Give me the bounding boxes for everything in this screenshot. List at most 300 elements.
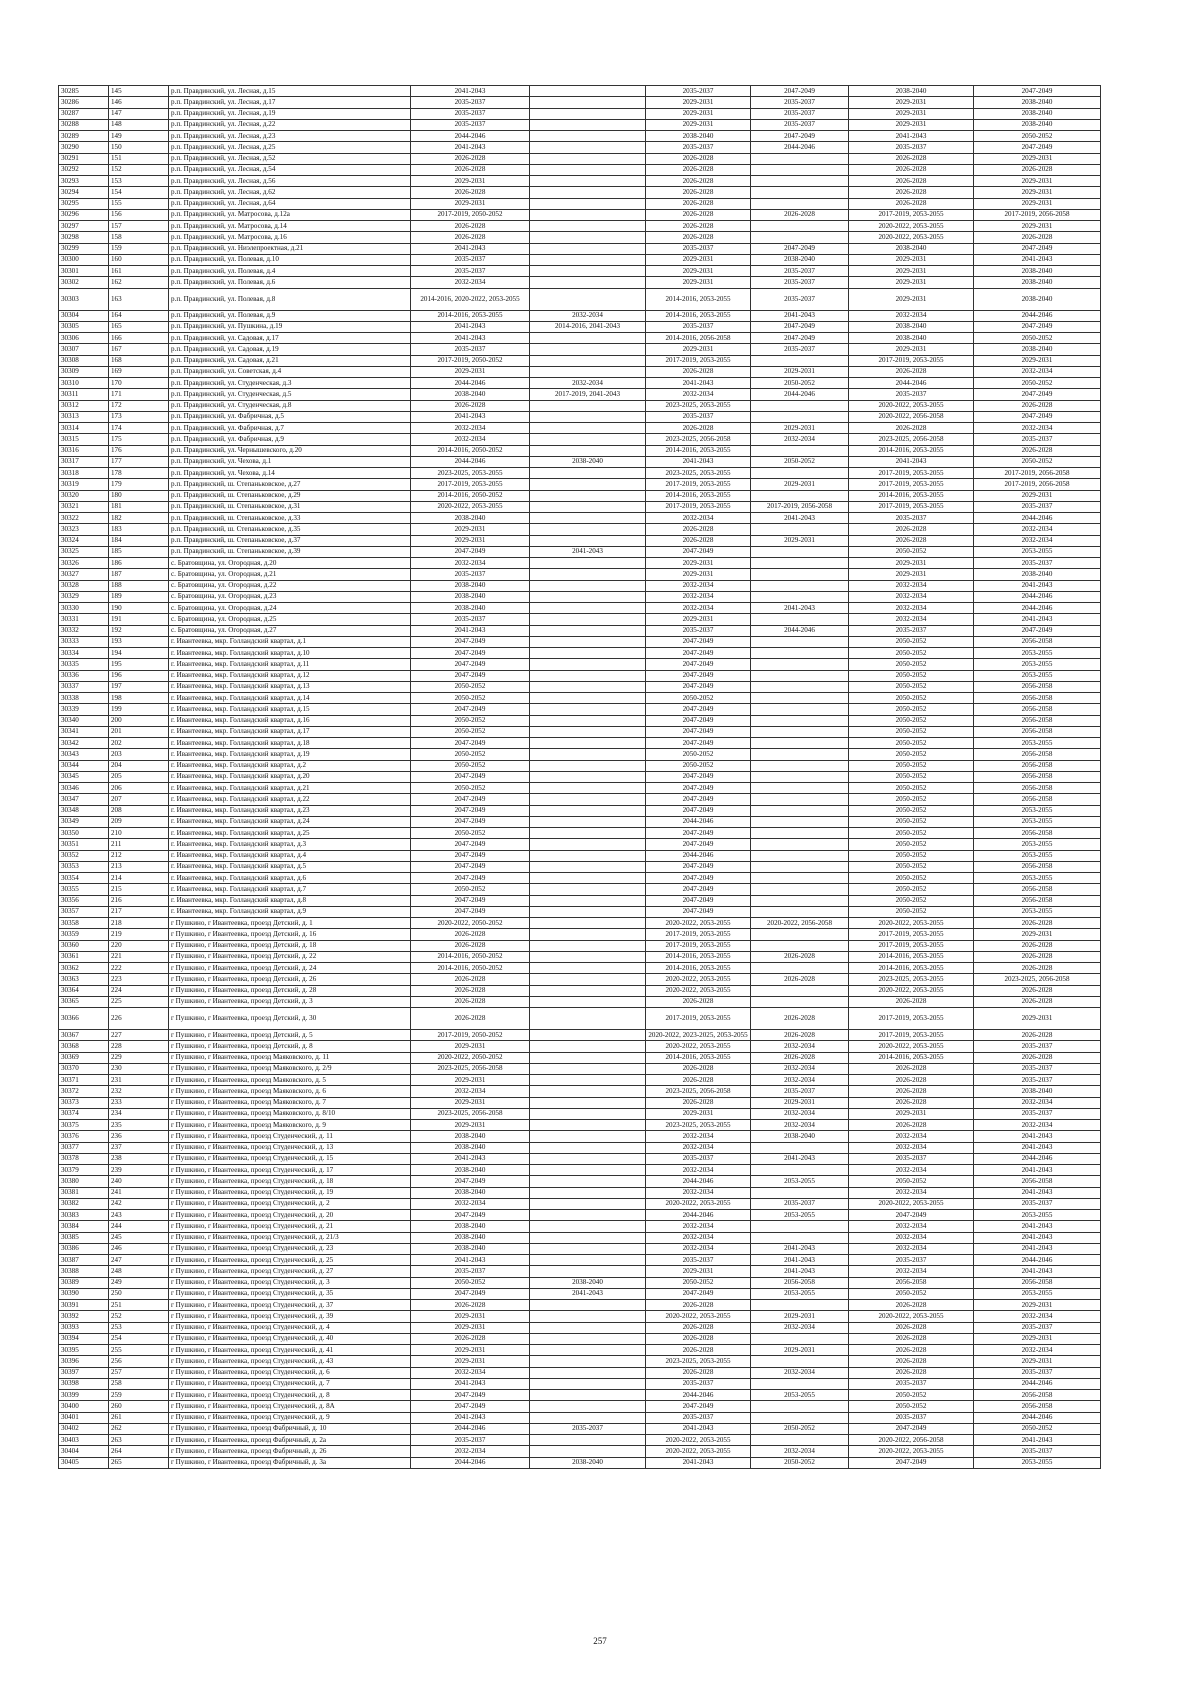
period-col4-cell: 2038-2040 xyxy=(411,513,530,524)
row-number-cell: 154 xyxy=(109,187,169,198)
period-col9-cell: 2038-2040 xyxy=(974,97,1101,108)
period-col5-cell xyxy=(530,771,646,782)
row-id-cell: 30392 xyxy=(59,1311,109,1322)
row-id-cell: 30293 xyxy=(59,176,109,187)
period-col4-cell: 2020-2022, 2053-2055 xyxy=(411,501,530,512)
period-col7-cell: 2029-2031 xyxy=(751,535,849,546)
period-col7-cell xyxy=(751,1300,849,1311)
address-cell: г. Ивантеевка, мкр. Голландский квартал, д.25 xyxy=(169,828,411,839)
period-col9-cell: 2026-2028 xyxy=(974,400,1101,411)
row-id-cell: 30325 xyxy=(59,546,109,557)
period-col4-cell: 2038-2040 xyxy=(411,1142,530,1153)
row-id-cell: 30338 xyxy=(59,693,109,704)
period-col9-cell: 2038-2040 xyxy=(974,119,1101,130)
period-col4-cell: 2026-2028 xyxy=(411,1333,530,1344)
period-col9-cell: 2038-2040 xyxy=(974,344,1101,355)
period-col5-cell xyxy=(530,614,646,625)
period-col8-cell: 2050-2052 xyxy=(849,681,974,692)
period-col9-cell: 2032-2034 xyxy=(974,423,1101,434)
period-col7-cell xyxy=(751,232,849,243)
period-col7-cell xyxy=(751,355,849,366)
period-col7-cell xyxy=(751,558,849,569)
row-number-cell: 263 xyxy=(109,1435,169,1446)
period-col9-cell: 2041-2043 xyxy=(974,1435,1101,1446)
period-col9-cell: 2035-2037 xyxy=(974,1041,1101,1052)
period-col7-cell: 2044-2046 xyxy=(751,389,849,400)
address-cell: г Пушкино, г Ивантеевка, проезд Детский, д. 28 xyxy=(169,985,411,996)
period-col9-cell: 2032-2034 xyxy=(974,1311,1101,1322)
period-col4-cell: 2026-2028 xyxy=(411,940,530,951)
period-col6-cell: 2020-2022, 2053-2055 xyxy=(646,1435,751,1446)
row-id-cell: 30404 xyxy=(59,1446,109,1457)
period-col5-cell xyxy=(530,119,646,130)
period-col7-cell xyxy=(751,884,849,895)
period-col9-cell: 2041-2043 xyxy=(974,580,1101,591)
row-id-cell: 30307 xyxy=(59,344,109,355)
address-cell: г. Ивантеевка, мкр. Голландский квартал, д.24 xyxy=(169,816,411,827)
period-col6-cell: 2041-2043 xyxy=(646,456,751,467)
period-col8-cell: 2050-2052 xyxy=(849,850,974,861)
period-col4-cell: 2047-2049 xyxy=(411,816,530,827)
address-cell: г. Ивантеевка, мкр. Голландский квартал, д.16 xyxy=(169,715,411,726)
row-id-cell: 30369 xyxy=(59,1052,109,1063)
period-col4-cell: 2044-2046 xyxy=(411,378,530,389)
row-number-cell: 256 xyxy=(109,1356,169,1367)
period-col6-cell: 2032-2034 xyxy=(646,1131,751,1142)
period-col5-cell xyxy=(530,850,646,861)
address-cell: р.п. Правдинский, ш. Степаньковское, д.29 xyxy=(169,490,411,501)
table-row xyxy=(59,1097,1101,1108)
period-col6-cell: 2029-2031 xyxy=(646,277,751,288)
period-col8-cell: 2044-2046 xyxy=(849,378,974,389)
address-cell: г Пушкино, г Ивантеевка, проезд Маяковского, д. 9 xyxy=(169,1120,411,1131)
period-col4-cell: 2035-2037 xyxy=(411,614,530,625)
row-id-cell: 30301 xyxy=(59,266,109,277)
row-id-cell: 30375 xyxy=(59,1120,109,1131)
period-col8-cell: 2050-2052 xyxy=(849,726,974,737)
period-col7-cell: 2041-2043 xyxy=(751,603,849,614)
period-col6-cell: 2017-2019, 2053-2055 xyxy=(646,501,751,512)
period-col7-cell xyxy=(751,828,849,839)
period-col5-cell xyxy=(530,288,646,310)
period-col8-cell: 2014-2016, 2053-2055 xyxy=(849,445,974,456)
table-row xyxy=(59,1412,1101,1423)
period-col7-cell xyxy=(751,1187,849,1198)
address-cell: г Пушкино, г Ивантеевка, проезд Студенческий, д. 11 xyxy=(169,1131,411,1142)
table-row xyxy=(59,884,1101,895)
period-col9-cell: 2056-2058 xyxy=(974,794,1101,805)
period-col7-cell xyxy=(751,445,849,456)
period-col5-cell xyxy=(530,591,646,602)
row-number-cell: 248 xyxy=(109,1266,169,1277)
table-row xyxy=(59,1108,1101,1119)
period-col8-cell: 2026-2028 xyxy=(849,198,974,209)
period-col7-cell xyxy=(751,693,849,704)
address-cell: с. Братовщина, ул. Огородная, д.22 xyxy=(169,580,411,591)
period-col5-cell xyxy=(530,1401,646,1412)
row-number-cell: 214 xyxy=(109,873,169,884)
period-col4-cell: 2044-2046 xyxy=(411,1423,530,1434)
period-col9-cell: 2056-2058 xyxy=(974,726,1101,737)
row-number-cell: 208 xyxy=(109,805,169,816)
address-cell: р.п. Правдинский, ул. Садовая, д.21 xyxy=(169,355,411,366)
period-col5-cell xyxy=(530,1097,646,1108)
period-col6-cell: 2026-2028 xyxy=(646,1322,751,1333)
period-col5-cell xyxy=(530,1367,646,1378)
address-cell: г Пушкино, г Ивантеевка, проезд Детский, д. 1 xyxy=(169,918,411,929)
period-col5-cell xyxy=(530,209,646,220)
row-id-cell: 30298 xyxy=(59,232,109,243)
row-id-cell: 30334 xyxy=(59,648,109,659)
row-id-cell: 30305 xyxy=(59,321,109,332)
period-col4-cell: 2038-2040 xyxy=(411,1221,530,1232)
period-col8-cell: 2017-2019, 2053-2055 xyxy=(849,940,974,951)
address-cell: р.п. Правдинский, ул. Полевая, д.8 xyxy=(169,288,411,310)
row-number-cell: 160 xyxy=(109,254,169,265)
period-col7-cell xyxy=(751,614,849,625)
address-cell: г Пушкино, г Ивантеевка, проезд Детский, д. 30 xyxy=(169,1008,411,1030)
period-col6-cell: 2020-2022, 2053-2055 xyxy=(646,1198,751,1209)
period-col5-cell xyxy=(530,479,646,490)
period-col7-cell: 2035-2037 xyxy=(751,288,849,310)
row-id-cell: 30353 xyxy=(59,861,109,872)
address-cell: р.п. Правдинский, ул. Лесная, д.15 xyxy=(169,86,411,97)
period-col8-cell: 2038-2040 xyxy=(849,243,974,254)
period-col8-cell: 2029-2031 xyxy=(849,119,974,130)
period-col4-cell: 2041-2043 xyxy=(411,321,530,332)
period-col4-cell: 2020-2022, 2050-2052 xyxy=(411,918,530,929)
period-col4-cell: 2032-2034 xyxy=(411,1086,530,1097)
period-col6-cell: 2020-2022, 2053-2055 xyxy=(646,918,751,929)
period-col5-cell xyxy=(530,805,646,816)
period-col6-cell: 2044-2046 xyxy=(646,1390,751,1401)
period-col4-cell: 2038-2040 xyxy=(411,1232,530,1243)
period-col4-cell: 2050-2052 xyxy=(411,749,530,760)
period-col9-cell: 2029-2031 xyxy=(974,1356,1101,1367)
address-cell: р.п. Правдинский, ул. Полевая, д.4 xyxy=(169,266,411,277)
row-id-cell: 30316 xyxy=(59,445,109,456)
table-row xyxy=(59,355,1101,366)
period-col5-cell xyxy=(530,1356,646,1367)
address-cell: г. Ивантеевка, мкр. Голландский квартал, д.8 xyxy=(169,895,411,906)
period-col8-cell: 2029-2031 xyxy=(849,108,974,119)
period-col8-cell: 2035-2037 xyxy=(849,1255,974,1266)
table-row xyxy=(59,963,1101,974)
period-col4-cell: 2026-2028 xyxy=(411,929,530,940)
row-id-cell: 30304 xyxy=(59,310,109,321)
table-row xyxy=(59,625,1101,636)
period-col4-cell: 2017-2019, 2050-2052 xyxy=(411,209,530,220)
table-row xyxy=(59,794,1101,805)
period-col9-cell: 2035-2037 xyxy=(974,501,1101,512)
table-row xyxy=(59,1153,1101,1164)
period-col6-cell: 2029-2031 xyxy=(646,254,751,265)
row-id-cell: 30387 xyxy=(59,1255,109,1266)
period-col8-cell: 2017-2019, 2053-2055 xyxy=(849,1030,974,1041)
table-row xyxy=(59,670,1101,681)
period-col4-cell: 2038-2040 xyxy=(411,1187,530,1198)
period-col4-cell: 2050-2052 xyxy=(411,828,530,839)
period-col9-cell: 2041-2043 xyxy=(974,1131,1101,1142)
period-col7-cell: 2029-2031 xyxy=(751,1311,849,1322)
period-col7-cell: 2050-2052 xyxy=(751,378,849,389)
table-row xyxy=(59,321,1101,332)
table-row xyxy=(59,479,1101,490)
period-col9-cell: 2044-2046 xyxy=(974,513,1101,524)
period-col6-cell: 2020-2022, 2053-2055 xyxy=(646,974,751,985)
period-col4-cell: 2035-2037 xyxy=(411,344,530,355)
period-col9-cell: 2056-2058 xyxy=(974,760,1101,771)
address-cell: г Пушкино, г Ивантеевка, проезд Студенческий, д. 2 xyxy=(169,1198,411,1209)
table-row xyxy=(59,783,1101,794)
row-id-cell: 30367 xyxy=(59,1030,109,1041)
period-col4-cell: 2032-2034 xyxy=(411,277,530,288)
period-col6-cell: 2047-2049 xyxy=(646,670,751,681)
table-row xyxy=(59,704,1101,715)
address-cell: г. Ивантеевка, мкр. Голландский квартал, д.20 xyxy=(169,771,411,782)
period-col6-cell: 2014-2016, 2053-2055 xyxy=(646,310,751,321)
period-col4-cell: 2035-2037 xyxy=(411,254,530,265)
row-number-cell: 252 xyxy=(109,1311,169,1322)
table-row xyxy=(59,895,1101,906)
period-col8-cell: 2050-2052 xyxy=(849,873,974,884)
row-number-cell: 234 xyxy=(109,1108,169,1119)
period-col7-cell: 2041-2043 xyxy=(751,1266,849,1277)
period-col4-cell: 2014-2016, 2050-2052 xyxy=(411,951,530,962)
row-id-cell: 30292 xyxy=(59,164,109,175)
period-col5-cell xyxy=(530,153,646,164)
period-col9-cell: 2026-2028 xyxy=(974,940,1101,951)
row-number-cell: 217 xyxy=(109,906,169,917)
row-number-cell: 189 xyxy=(109,591,169,602)
period-col6-cell: 2020-2022, 2053-2055 xyxy=(646,1041,751,1052)
period-col8-cell: 2026-2028 xyxy=(849,176,974,187)
period-col4-cell: 2029-2031 xyxy=(411,1097,530,1108)
period-col7-cell xyxy=(751,648,849,659)
period-col8-cell: 2014-2016, 2053-2055 xyxy=(849,490,974,501)
period-col9-cell: 2056-2058 xyxy=(974,828,1101,839)
row-id-cell: 30395 xyxy=(59,1345,109,1356)
row-number-cell: 147 xyxy=(109,108,169,119)
row-number-cell: 176 xyxy=(109,445,169,456)
table-row xyxy=(59,569,1101,580)
address-cell: с. Братовщина, ул. Огородная, д.23 xyxy=(169,591,411,602)
row-id-cell: 30330 xyxy=(59,603,109,614)
period-col9-cell: 2017-2019, 2056-2058 xyxy=(974,468,1101,479)
period-col5-cell xyxy=(530,254,646,265)
period-col6-cell: 2047-2049 xyxy=(646,805,751,816)
period-col7-cell: 2053-2055 xyxy=(751,1210,849,1221)
row-number-cell: 167 xyxy=(109,344,169,355)
row-number-cell: 161 xyxy=(109,266,169,277)
period-col4-cell: 2032-2034 xyxy=(411,423,530,434)
period-col6-cell: 2047-2049 xyxy=(646,873,751,884)
period-col7-cell xyxy=(751,985,849,996)
period-col5-cell xyxy=(530,277,646,288)
period-col7-cell: 2026-2028 xyxy=(751,209,849,220)
row-id-cell: 30328 xyxy=(59,580,109,591)
period-col5-cell xyxy=(530,1041,646,1052)
table-row xyxy=(59,1120,1101,1131)
period-col4-cell: 2026-2028 xyxy=(411,232,530,243)
row-id-cell: 30383 xyxy=(59,1210,109,1221)
period-col4-cell: 2047-2049 xyxy=(411,648,530,659)
period-col6-cell: 2035-2037 xyxy=(646,625,751,636)
address-cell: р.п. Правдинский, ул. Лесная, д.54 xyxy=(169,164,411,175)
period-col6-cell: 2029-2031 xyxy=(646,344,751,355)
period-col4-cell: 2026-2028 xyxy=(411,974,530,985)
period-col8-cell: 2035-2037 xyxy=(849,1412,974,1423)
period-col5-cell xyxy=(530,884,646,895)
period-col8-cell: 2026-2028 xyxy=(849,1367,974,1378)
address-cell: г Пушкино, г Ивантеевка, проезд Студенческий, д. 35 xyxy=(169,1288,411,1299)
period-col4-cell: 2047-2049 xyxy=(411,1288,530,1299)
period-col5-cell: 2017-2019, 2041-2043 xyxy=(530,389,646,400)
table-row xyxy=(59,828,1101,839)
row-id-cell: 30402 xyxy=(59,1423,109,1434)
address-cell: р.п. Правдинский, ул. Фабричная, д.9 xyxy=(169,434,411,445)
period-col5-cell xyxy=(530,580,646,591)
period-col6-cell: 2041-2043 xyxy=(646,1423,751,1434)
address-cell: г Пушкино, г Ивантеевка, проезд Студенческий, д. 41 xyxy=(169,1345,411,1356)
period-col4-cell: 2041-2043 xyxy=(411,411,530,422)
row-number-cell: 255 xyxy=(109,1345,169,1356)
row-id-cell: 30309 xyxy=(59,366,109,377)
period-col9-cell: 2044-2046 xyxy=(974,310,1101,321)
row-number-cell: 193 xyxy=(109,636,169,647)
row-number-cell: 177 xyxy=(109,456,169,467)
period-col8-cell: 2017-2019, 2053-2055 xyxy=(849,479,974,490)
row-id-cell: 30336 xyxy=(59,670,109,681)
period-col6-cell: 2047-2049 xyxy=(646,771,751,782)
period-col5-cell xyxy=(530,366,646,377)
row-number-cell: 201 xyxy=(109,726,169,737)
period-col5-cell xyxy=(530,445,646,456)
period-col5-cell xyxy=(530,1120,646,1131)
period-col8-cell: 2032-2034 xyxy=(849,1142,974,1153)
row-number-cell: 246 xyxy=(109,1243,169,1254)
row-number-cell: 225 xyxy=(109,996,169,1007)
period-col7-cell: 2032-2034 xyxy=(751,1120,849,1131)
row-id-cell: 30384 xyxy=(59,1221,109,1232)
row-number-cell: 185 xyxy=(109,546,169,557)
row-id-cell: 30370 xyxy=(59,1063,109,1074)
period-col9-cell: 2041-2043 xyxy=(974,1266,1101,1277)
period-col7-cell: 2020-2022, 2056-2058 xyxy=(751,918,849,929)
table-row xyxy=(59,434,1101,445)
period-col6-cell: 2026-2028 xyxy=(646,221,751,232)
period-col8-cell: 2038-2040 xyxy=(849,86,974,97)
address-cell: г Пушкино, г Ивантеевка, проезд Студенческий, д. 18 xyxy=(169,1176,411,1187)
period-col8-cell: 2050-2052 xyxy=(849,816,974,827)
table-row xyxy=(59,1311,1101,1322)
period-col6-cell: 2032-2034 xyxy=(646,580,751,591)
period-col7-cell xyxy=(751,1165,849,1176)
period-col7-cell xyxy=(751,490,849,501)
address-cell: р.п. Правдинский, ул. Садовая, д.19 xyxy=(169,344,411,355)
period-col7-cell: 2056-2058 xyxy=(751,1277,849,1288)
period-col6-cell: 2026-2028 xyxy=(646,524,751,535)
period-col4-cell: 2050-2052 xyxy=(411,783,530,794)
period-col9-cell: 2035-2037 xyxy=(974,1322,1101,1333)
period-col4-cell: 2032-2034 xyxy=(411,434,530,445)
period-col7-cell xyxy=(751,546,849,557)
period-col4-cell: 2035-2037 xyxy=(411,1435,530,1446)
row-number-cell: 206 xyxy=(109,783,169,794)
period-col9-cell: 2044-2046 xyxy=(974,1255,1101,1266)
table-row xyxy=(59,86,1101,97)
table-row xyxy=(59,693,1101,704)
period-col5-cell xyxy=(530,501,646,512)
address-cell: р.п. Правдинский, ш. Степаньковское, д.31 xyxy=(169,501,411,512)
period-col5-cell xyxy=(530,1052,646,1063)
period-col7-cell: 2035-2037 xyxy=(751,108,849,119)
period-col6-cell: 2035-2037 xyxy=(646,1255,751,1266)
period-col6-cell: 2029-2031 xyxy=(646,108,751,119)
period-col4-cell: 2014-2016, 2050-2052 xyxy=(411,490,530,501)
table-row xyxy=(59,1165,1101,1176)
period-col5-cell xyxy=(530,715,646,726)
table-row xyxy=(59,411,1101,422)
period-col9-cell: 2044-2046 xyxy=(974,1412,1101,1423)
period-col9-cell: 2035-2037 xyxy=(974,558,1101,569)
period-col9-cell: 2029-2031 xyxy=(974,355,1101,366)
period-col7-cell xyxy=(751,591,849,602)
period-col9-cell: 2056-2058 xyxy=(974,861,1101,872)
row-number-cell: 198 xyxy=(109,693,169,704)
period-col5-cell xyxy=(530,951,646,962)
table-row xyxy=(59,176,1101,187)
period-col8-cell: 2017-2019, 2053-2055 xyxy=(849,355,974,366)
row-number-cell: 222 xyxy=(109,963,169,974)
row-id-cell: 30385 xyxy=(59,1232,109,1243)
period-col9-cell: 2026-2028 xyxy=(974,985,1101,996)
table-row xyxy=(59,659,1101,670)
period-col7-cell: 2038-2040 xyxy=(751,254,849,265)
period-col5-cell xyxy=(530,974,646,985)
period-col5-cell xyxy=(530,1075,646,1086)
period-col7-cell: 2035-2037 xyxy=(751,344,849,355)
period-col5-cell xyxy=(530,434,646,445)
period-col7-cell xyxy=(751,940,849,951)
period-col5-cell xyxy=(530,1165,646,1176)
period-col8-cell: 2038-2040 xyxy=(849,333,974,344)
row-id-cell: 30342 xyxy=(59,738,109,749)
period-col8-cell: 2026-2028 xyxy=(849,153,974,164)
period-col9-cell: 2053-2055 xyxy=(974,738,1101,749)
row-id-cell: 30376 xyxy=(59,1131,109,1142)
period-col4-cell: 2029-2031 xyxy=(411,1356,530,1367)
table-row xyxy=(59,1356,1101,1367)
row-id-cell: 30345 xyxy=(59,771,109,782)
period-col6-cell: 2035-2037 xyxy=(646,243,751,254)
period-col4-cell: 2050-2052 xyxy=(411,715,530,726)
address-cell: г Пушкино, г Ивантеевка, проезд Детский, д. 18 xyxy=(169,940,411,951)
period-col8-cell: 2056-2058 xyxy=(849,1277,974,1288)
period-col6-cell: 2026-2028 xyxy=(646,366,751,377)
row-number-cell: 251 xyxy=(109,1300,169,1311)
table-row xyxy=(59,142,1101,153)
period-col9-cell: 2053-2055 xyxy=(974,1288,1101,1299)
period-col4-cell: 2047-2049 xyxy=(411,670,530,681)
period-col4-cell: 2038-2040 xyxy=(411,1165,530,1176)
period-col9-cell: 2038-2040 xyxy=(974,108,1101,119)
row-id-cell: 30386 xyxy=(59,1243,109,1254)
period-col9-cell: 2029-2031 xyxy=(974,153,1101,164)
address-cell: г. Ивантеевка, мкр. Голландский квартал, д.22 xyxy=(169,794,411,805)
row-number-cell: 186 xyxy=(109,558,169,569)
row-number-cell: 178 xyxy=(109,468,169,479)
